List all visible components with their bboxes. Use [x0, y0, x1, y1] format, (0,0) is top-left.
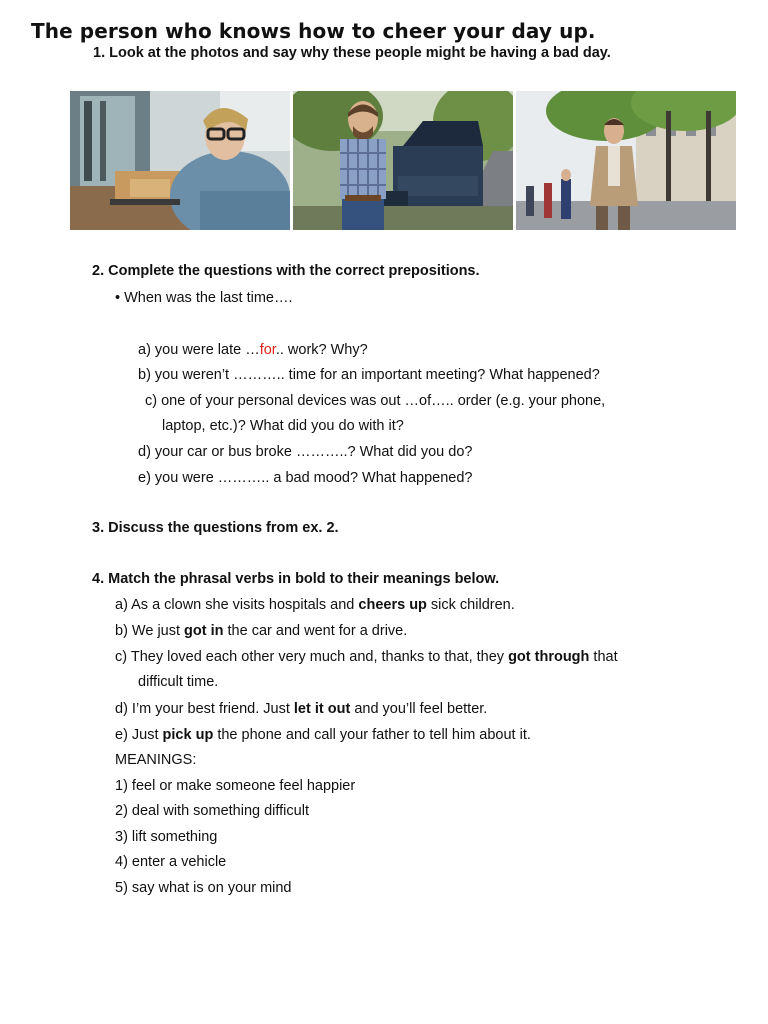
exercise-3-heading: 3. Discuss the questions from ex. 2. — [92, 520, 339, 536]
exercise-4-item-c: c) They loved each other very much and, thanks to that, they got through that — [115, 649, 618, 665]
exercise-2-item-c: c) one of your personal devices was out …of….. order (e.g. your phone, — [145, 393, 606, 409]
photo-man-laptop-cafe-icon — [70, 91, 290, 230]
meaning-item: 3) lift something — [115, 829, 218, 845]
exercise-1-heading: 1. Look at the photos and say why these people might be having a bad day. — [93, 45, 611, 61]
exercise-2-item-d: d) your car or bus broke ………..? What did you do? — [138, 444, 473, 460]
page-title: The person who knows how to cheer your day up. — [31, 19, 596, 43]
exercise-4-item-a: a) As a clown she visits hospitals and cheers up sick children. — [115, 597, 515, 613]
exercise-2-item-a: a) you were late …for.. work? Why? — [138, 342, 368, 358]
exercise-2-item-e: e) you were ……….. a bad mood? What happened? — [138, 470, 473, 486]
exercise-2-heading: 2. Complete the questions with the correct prepositions. — [92, 263, 480, 279]
exercise-4-heading: 4. Match the phrasal verbs in bold to their meanings below. — [92, 571, 500, 587]
meaning-item: 1) feel or make someone feel happier — [115, 778, 356, 794]
exercise-4-item-d: d) I’m your best friend. Just let it out and you’ll feel better. — [115, 701, 488, 717]
meaning-item: 4) enter a vehicle — [115, 854, 227, 870]
exercise-4-item-e: e) Just pick up the phone and call your father to tell him about it. — [115, 727, 531, 743]
meanings-label: MEANINGS: — [115, 752, 197, 768]
exercise-2-item-b: b) you weren’t ……….. time for an important meeting? What happened? — [138, 367, 600, 383]
photo-man-phone-broken-car-icon — [293, 91, 513, 230]
meaning-item: 2) deal with something difficult — [115, 803, 309, 819]
exercise-4-item-b: b) We just got in the car and went for a drive. — [115, 623, 408, 639]
exercise-2-intro: • When was the last time…. — [115, 290, 293, 306]
exercise-4-item-c-continued: difficult time. — [138, 674, 219, 690]
exercise-2-item-c-continued: laptop, etc.)? What did you do with it? — [162, 418, 404, 434]
photo-man-running-street-icon — [516, 91, 736, 230]
meaning-item: 5) say what is on your mind — [115, 880, 292, 896]
